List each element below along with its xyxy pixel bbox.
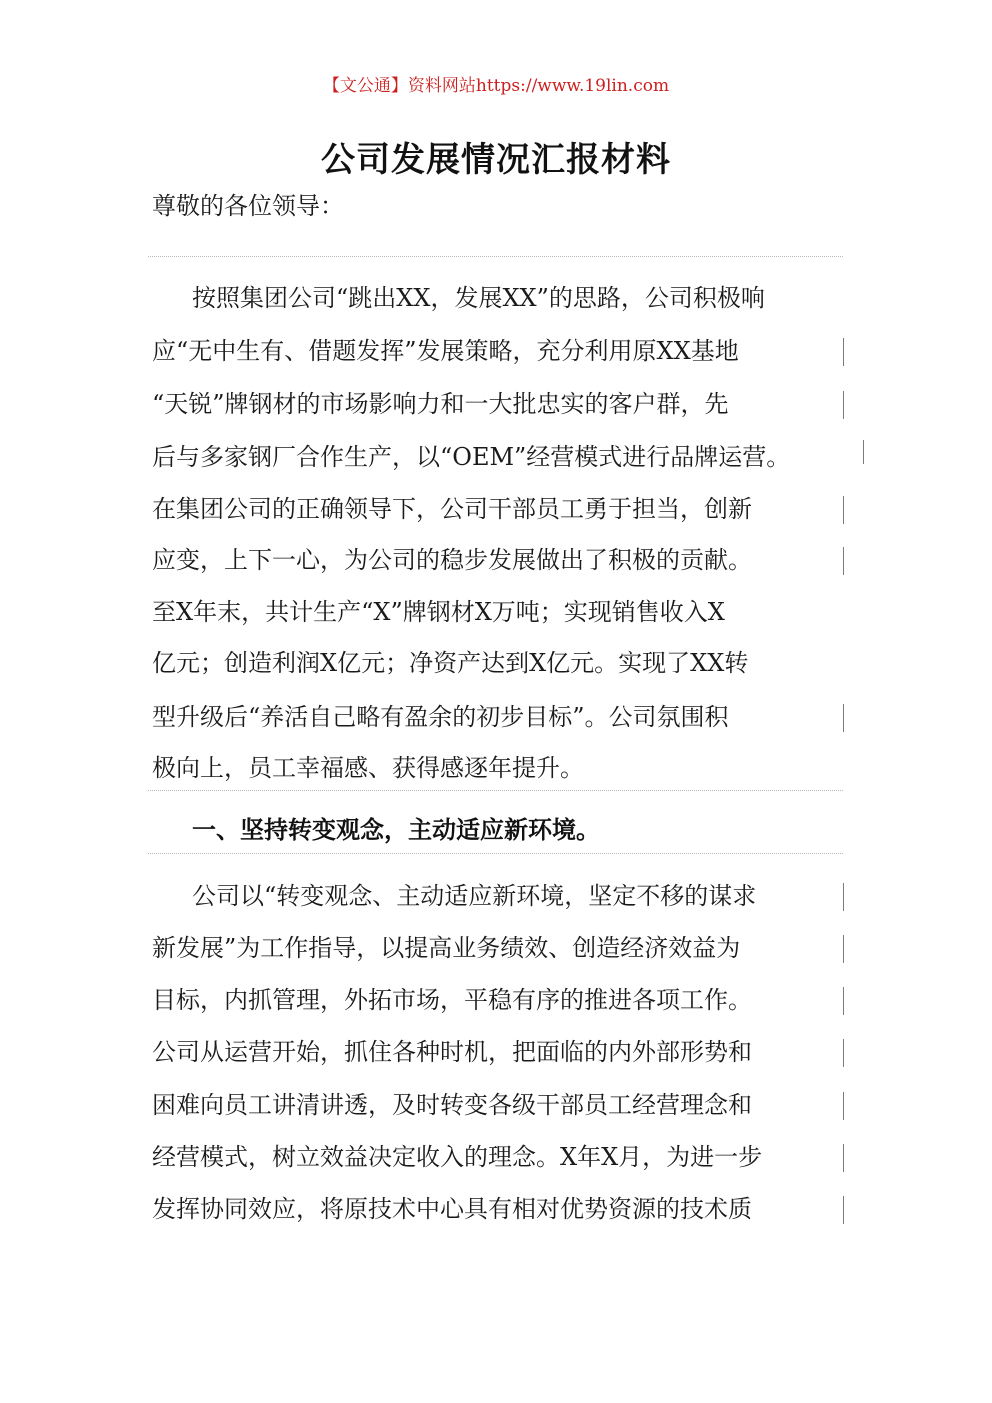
salutation: 尊敬的各位领导： (152, 192, 344, 220)
line-end-mark (843, 935, 844, 963)
paragraph-2-line-1: 公司以“转变观念、主动适应新环境，坚定不移的谋求 (192, 882, 757, 910)
line-end-mark (843, 1196, 844, 1224)
paragraph-2-line-3: 目标，内抓管理，外拓市场，平稳有序的推进各项工作。 (152, 986, 752, 1014)
paragraph-end-mark (863, 440, 864, 464)
line-end-mark (843, 883, 844, 911)
paragraph-1-line-10: 极向上，员工幸福感、获得感逐年提升。 (152, 754, 584, 782)
line-end-mark (843, 391, 844, 419)
paragraph-separator (148, 790, 843, 791)
line-end-mark (843, 338, 844, 366)
section-heading-1: 一、坚持转变观念，主动适应新环境。 (192, 815, 600, 844)
paragraph-2-line-4: 公司从运营开始，抓住各种时机，把面临的内外部形势和 (152, 1038, 752, 1066)
paragraph-1-line-3: “天锐”牌钢材的市场影响力和一大批忠实的客户群，先 (152, 390, 729, 418)
line-end-mark (843, 496, 844, 524)
line-end-mark (843, 547, 844, 575)
paragraph-2-line-6: 经营模式，树立效益决定收入的理念。X年X月，为进一步 (152, 1143, 763, 1171)
paragraph-1-line-8: 亿元；创造利润X亿元；净资产达到X亿元。实现了XX转 (152, 649, 749, 677)
paragraph-2-line-7: 发挥协同效应，将原技术中心具有相对优势资源的技术质 (152, 1195, 752, 1223)
paragraph-separator (148, 256, 843, 257)
paragraph-1-line-4: 后与多家钢厂合作生产，以“OEM”经营模式进行品牌运营。 (152, 443, 791, 471)
site-watermark-header: 【文公通】资料网站https://www.19lin.com (322, 76, 670, 96)
paragraph-separator (148, 853, 843, 854)
paragraph-1-line-9: 型升级后“养活自己略有盈余的初步目标”。公司氛围积 (152, 703, 729, 731)
line-end-mark (843, 1039, 844, 1067)
paragraph-1-line-5: 在集团公司的正确领导下，公司干部员工勇于担当，创新 (152, 495, 752, 523)
line-end-mark (843, 1144, 844, 1172)
paragraph-1-line-6: 应变，上下一心，为公司的稳步发展做出了积极的贡献。 (152, 546, 752, 574)
paragraph-1-line-7: 至X年末，共计生产“X”牌钢材X万吨；实现销售收入X (152, 598, 725, 626)
paragraph-1-line-2: 应“无中生有、借题发挥”发展策略，充分利用原XX基地 (152, 337, 739, 365)
line-end-mark (843, 704, 844, 732)
line-end-mark (843, 1092, 844, 1120)
paragraph-2-line-5: 困难向员工讲清讲透，及时转变各级干部员工经营理念和 (152, 1091, 752, 1119)
line-end-mark (843, 987, 844, 1015)
paragraph-1-line-1: 按照集团公司“跳出XX，发展XX”的思路，公司积极响 (192, 284, 765, 312)
document-title: 公司发展情况汇报材料 (321, 140, 671, 180)
paragraph-2-line-2: 新发展”为工作指导，以提高业务绩效、创造经济效益为 (152, 934, 741, 962)
